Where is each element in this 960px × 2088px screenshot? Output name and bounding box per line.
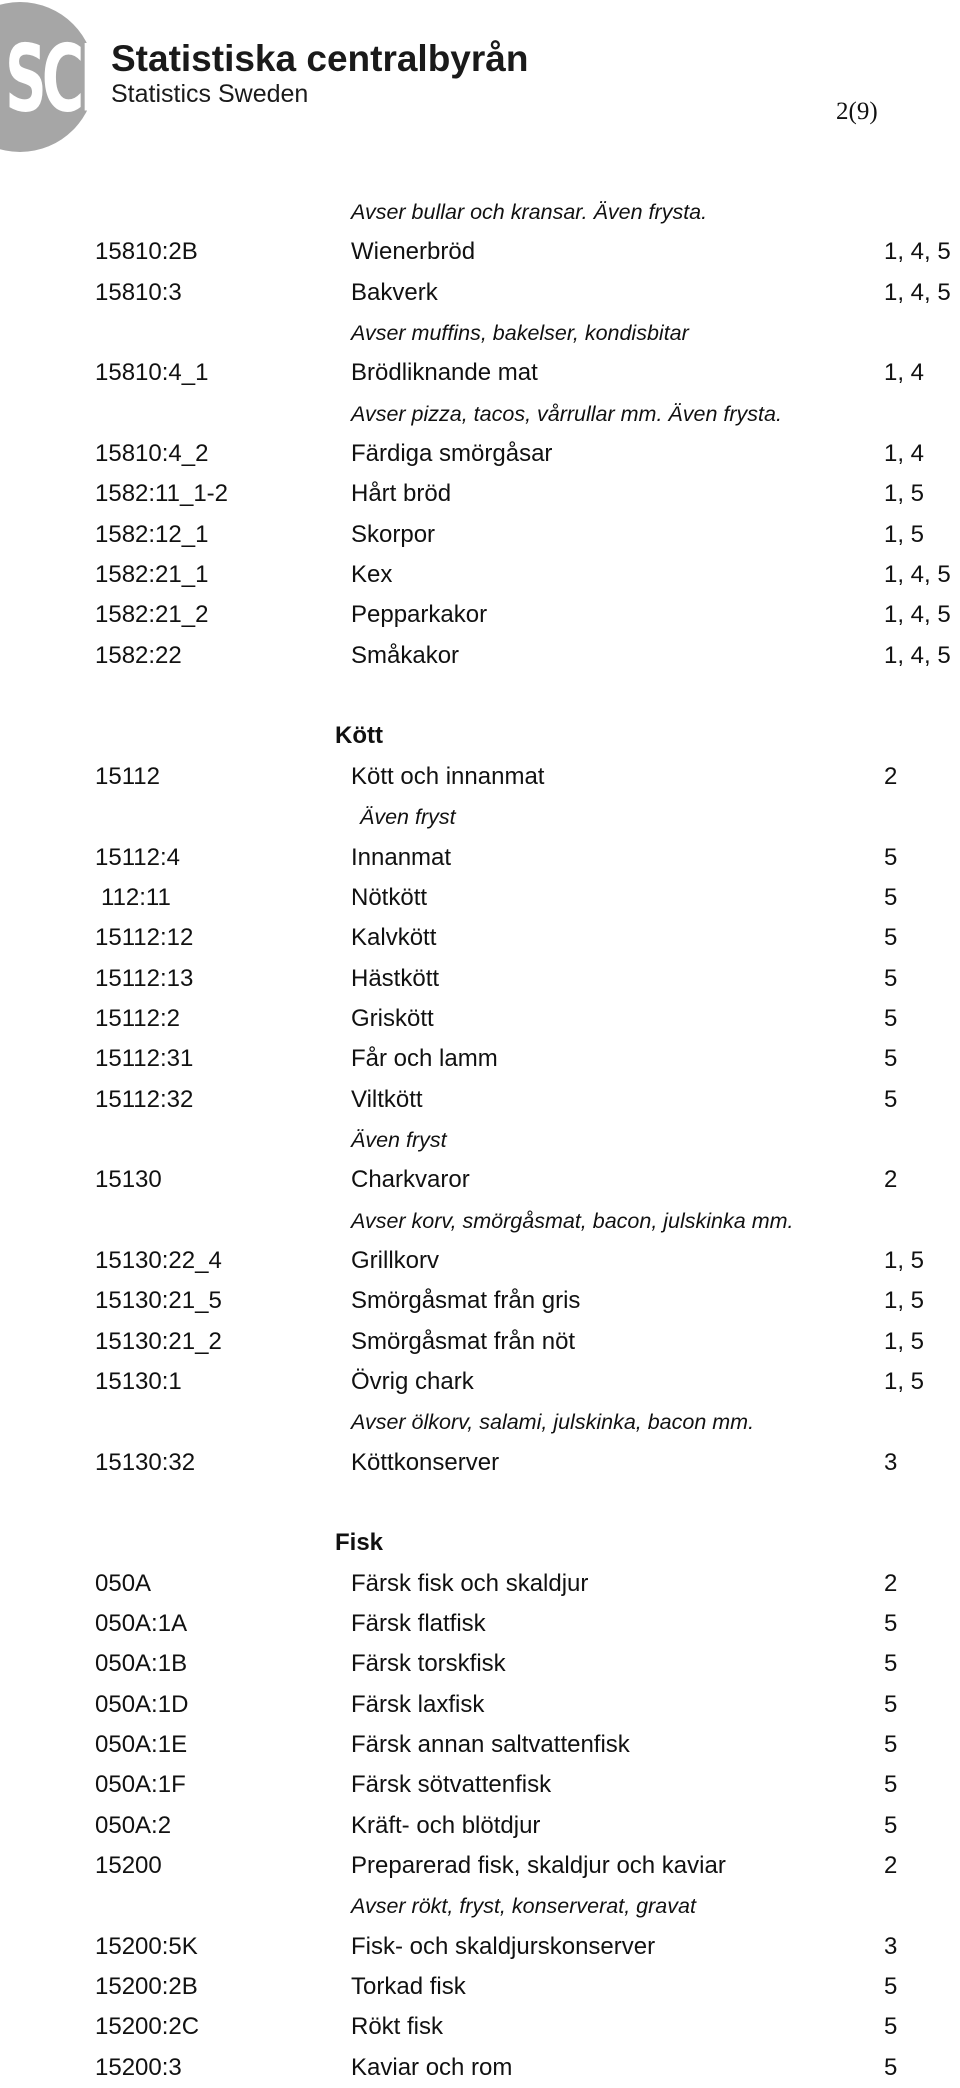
note-row — [0, 192, 960, 232]
table-row — [0, 1039, 960, 1079]
item-description: Smörgåsmat från nöt — [351, 1327, 576, 1355]
item-description: Får och lamm — [351, 1045, 498, 1073]
item-code: 050A:1E — [95, 1731, 188, 1759]
table-row — [0, 2007, 960, 2047]
item-description: Köttkonserver — [351, 1448, 500, 1476]
item-description: Charkvaror — [351, 1166, 470, 1194]
item-code: 1582:21_1 — [95, 561, 209, 589]
item-reference: 2 — [884, 1166, 898, 1194]
section-spacer — [0, 1483, 960, 1523]
item-reference: 5 — [884, 1690, 898, 1718]
table-row — [0, 1241, 960, 1281]
item-code: 15200:3 — [95, 2053, 182, 2081]
item-reference: 5 — [884, 1731, 898, 1759]
item-reference: 5 — [884, 1610, 898, 1638]
item-code: 050A:1B — [95, 1650, 188, 1678]
note-row — [0, 313, 960, 353]
item-description: Färsk annan saltvattenfisk — [351, 1731, 630, 1759]
table-row — [0, 1725, 960, 1765]
item-reference: 5 — [884, 1085, 898, 1113]
item-reference: 5 — [884, 1811, 898, 1839]
item-code: 15112:4 — [95, 843, 180, 871]
org-name: Statistiska centralbyrån — [111, 38, 529, 79]
item-reference: 1, 4, 5 — [884, 601, 951, 629]
item-description: Färsk laxfisk — [351, 1690, 485, 1718]
section-heading-label: Kött — [335, 722, 383, 750]
item-reference: 1, 5 — [884, 1287, 925, 1315]
item-code: 15200 — [95, 1852, 162, 1880]
table-row — [0, 1806, 960, 1846]
item-code: 050A:2 — [95, 1811, 172, 1839]
item-code: 15112:2 — [95, 1004, 180, 1032]
item-reference: 2 — [884, 762, 898, 790]
item-code: 15130:21_2 — [95, 1327, 222, 1355]
table-row — [0, 273, 960, 313]
item-code: 15810:2B — [95, 238, 198, 266]
item-description: Pepparkakor — [351, 601, 488, 629]
item-note: Avser korv, smörgåsmat, bacon, julskinka mm. — [351, 1208, 794, 1233]
section-heading-label: Fisk — [335, 1529, 384, 1557]
table-row — [0, 1765, 960, 1805]
item-description: Kött och innanmat — [351, 762, 545, 790]
item-description: Innanmat — [351, 843, 452, 871]
note-row — [0, 797, 960, 837]
item-description: Grillkorv — [351, 1246, 439, 1274]
table-row — [0, 757, 960, 797]
item-description: Wienerbröd — [351, 238, 476, 266]
item-description: Kalvkött — [351, 924, 437, 952]
item-reference: 5 — [884, 924, 898, 952]
table-row — [0, 1160, 960, 1200]
item-code: 050A:1F — [95, 1771, 186, 1799]
item-reference: 3 — [884, 1448, 898, 1476]
table-row — [0, 353, 960, 393]
item-description: Griskött — [351, 1004, 434, 1032]
item-note: Avser rökt, fryst, konserverat, gravat — [351, 1894, 696, 1919]
item-description: Nötkött — [351, 883, 428, 911]
item-reference: 1, 4 — [884, 359, 925, 387]
table-row — [0, 1080, 960, 1120]
item-note: Avser bullar och kransar. Även frysta. — [351, 200, 708, 224]
item-code: 15112:32 — [95, 1085, 194, 1113]
item-code: 15200:2B — [95, 1973, 198, 2001]
item-reference: 5 — [884, 883, 898, 911]
table-row — [0, 1644, 960, 1684]
item-code: 15112 — [95, 762, 160, 790]
table-row — [0, 1443, 960, 1483]
item-description: Bakverk — [351, 278, 438, 306]
item-description: Färsk torskfisk — [351, 1650, 506, 1678]
item-code: 15130:22_4 — [95, 1246, 222, 1274]
item-reference: 5 — [884, 1004, 898, 1032]
item-reference: 5 — [884, 964, 898, 992]
item-code: 15130 — [95, 1166, 162, 1194]
item-reference: 1, 5 — [884, 1246, 925, 1274]
table-row — [0, 232, 960, 272]
table-row — [0, 434, 960, 474]
item-reference: 5 — [884, 843, 898, 871]
table-row — [0, 1564, 960, 1604]
item-code: 15810:4_2 — [95, 440, 209, 468]
note-row — [0, 394, 960, 434]
item-code: 15112:31 — [95, 1045, 194, 1073]
table-row — [0, 1322, 960, 1362]
scb-logo-mark — [0, 2, 119, 152]
item-code: 15130:1 — [95, 1367, 182, 1395]
item-description: Kaviar och rom — [351, 2053, 513, 2081]
item-description: Färsk fisk och skaldjur — [351, 1569, 589, 1597]
item-code: 15810:4_1 — [95, 359, 209, 387]
table-row — [0, 1967, 960, 2007]
item-code: 050A:1A — [95, 1610, 188, 1638]
table-row — [0, 1685, 960, 1725]
item-code: 15130:32 — [95, 1448, 196, 1476]
item-description: Hästkött — [351, 964, 440, 992]
item-description: Torkad fisk — [351, 1973, 466, 2001]
note-row — [0, 1201, 960, 1241]
item-code: 15112:12 — [95, 924, 194, 952]
item-description: Brödliknande mat — [351, 359, 538, 387]
table-row — [0, 1281, 960, 1321]
item-description: Kex — [351, 561, 393, 589]
section-heading — [0, 1523, 960, 1563]
org-name-en: Statistics Sweden — [111, 80, 309, 108]
item-reference: 5 — [884, 1045, 898, 1073]
table-row — [0, 1927, 960, 1967]
item-reference: 5 — [884, 2053, 898, 2081]
table-row — [0, 636, 960, 676]
table-row — [0, 2048, 960, 2088]
item-description: Övrig chark — [351, 1367, 474, 1395]
item-reference: 1, 5 — [884, 480, 925, 508]
item-reference: 1, 4, 5 — [884, 561, 951, 589]
item-reference: 5 — [884, 1771, 898, 1799]
section-heading — [0, 716, 960, 756]
item-description: Rökt fisk — [351, 2013, 444, 2041]
item-note: Även fryst — [351, 1127, 447, 1152]
item-description: Färsk flatfisk — [351, 1610, 486, 1638]
item-description: Småkakor — [351, 641, 460, 669]
item-reference: 5 — [884, 1973, 898, 2001]
table-row — [0, 999, 960, 1039]
page-number: 2(9) — [836, 98, 878, 125]
note-row — [0, 1120, 960, 1160]
item-reference: 3 — [884, 1932, 898, 1960]
item-reference: 1, 5 — [884, 1327, 925, 1355]
item-code: 15130:21_5 — [95, 1287, 222, 1315]
item-reference: 2 — [884, 1852, 898, 1880]
item-description: Skorpor — [351, 520, 436, 548]
table-row — [0, 1846, 960, 1886]
item-note: Avser muffins, bakelser, kondisbitar — [351, 321, 689, 346]
item-code: 050A:1D — [95, 1690, 189, 1718]
item-note: Avser ölkorv, salami, julskinka, bacon mm. — [351, 1410, 755, 1435]
item-note: Avser pizza, tacos, vårrullar mm. Även frysta. — [351, 401, 782, 426]
item-reference: 1, 4 — [884, 440, 925, 468]
table-row — [0, 1362, 960, 1402]
item-reference: 5 — [884, 2013, 898, 2041]
item-note: Även fryst — [360, 805, 456, 830]
logo-mark-text: SCB — [5, 24, 119, 133]
item-reference: 1, 4, 5 — [884, 278, 951, 306]
note-row — [0, 1402, 960, 1442]
table-row — [0, 918, 960, 958]
item-code: 1582:12_1 — [95, 520, 209, 548]
item-code: 15200:2C — [95, 2013, 200, 2041]
item-code: 050A — [95, 1569, 152, 1597]
item-description: Smörgåsmat från gris — [351, 1287, 581, 1315]
table-row — [0, 474, 960, 514]
item-reference: 1, 4, 5 — [884, 641, 951, 669]
table-row — [0, 959, 960, 999]
table-row — [0, 1604, 960, 1644]
item-description: Viltkött — [351, 1085, 423, 1113]
item-reference: 5 — [884, 1650, 898, 1678]
item-code: 15200:5K — [95, 1932, 198, 1960]
item-code: 15810:3 — [95, 278, 182, 306]
item-description: Kräft- och blötdjur — [351, 1811, 541, 1839]
table-row — [0, 838, 960, 878]
item-code: 1582:11_1-2 — [95, 480, 229, 508]
item-description: Färsk sötvattenfisk — [351, 1771, 552, 1799]
table-row — [0, 515, 960, 555]
item-code: 1582:22 — [95, 641, 182, 669]
item-description: Hårt bröd — [351, 480, 452, 508]
item-code: 1582:21_2 — [95, 601, 209, 629]
table-row — [0, 878, 960, 918]
item-description: Preparerad fisk, skaldjur och kaviar — [351, 1852, 726, 1880]
item-reference: 1, 4, 5 — [884, 238, 951, 266]
item-description: Fisk- och skaldjurskonserver — [351, 1932, 656, 1960]
note-row — [0, 1886, 960, 1926]
item-code: 15112:13 — [95, 964, 194, 992]
item-reference: 2 — [884, 1569, 898, 1597]
item-description: Färdiga smörgåsar — [351, 440, 553, 468]
item-reference: 1, 5 — [884, 520, 925, 548]
item-code: 112:11 — [101, 883, 171, 911]
table-row — [0, 595, 960, 635]
table-row — [0, 555, 960, 595]
code-table — [0, 192, 960, 2088]
section-spacer — [0, 676, 960, 716]
item-reference: 1, 5 — [884, 1367, 925, 1395]
